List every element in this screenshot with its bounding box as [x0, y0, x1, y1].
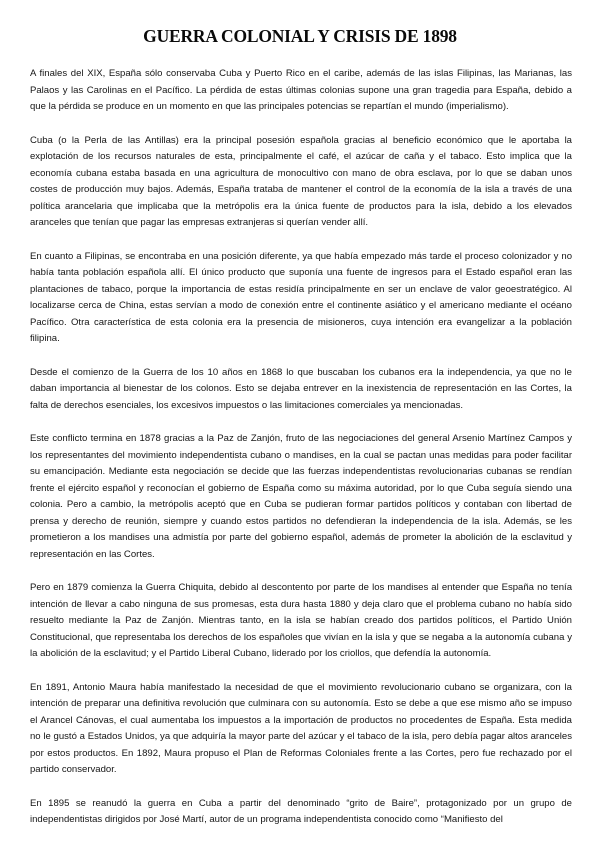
document-body [30, 66, 572, 829]
paragraph-guerra-10-anos: Desde el comienzo de la Guerra de los 10 años en 1868 lo que buscaban los cubanos era la independencia, ya que no le daban importancia al bienestar de los colonos. Esto se dejaba entrever en la inexistencia de representación en las Cortes, la falta de derechos esenciales, los excesivos impuestos o las limitaciones comerciales ya mencionadas. [30, 366, 572, 411]
paragraph-guerra-chiquita: Pero en 1879 comienza la Guerra Chiquita, debido al descontento por parte de los mandises al entender que España no tenía intención de llevar a cabo ninguna de sus promesas, esta dura hasta 1880 y deja claro que el problema cubano no había sido resuelto mediante la Paz de Zanjón. Mientras tanto, en la isla se habían creado dos partidos políticos, el Partido Unión Constitucional, que representaba los derechos de los españoles que vivían en la isla y que se negaba a la autonomía cubana y la abolición de la esclavitud; y el Partido Liberal Cubano, liderado por los criollos, que defendía la autonomía. [30, 582, 572, 659]
paragraph-1895: En 1895 se reanudó la guerra en Cuba a partir del denominado “grito de Baire”, protagonizado por un grupo de independentistas dirigidos por José Martí, autor de un programa independentista conocido como “Manifiesto del [30, 797, 572, 825]
paragraph-filipinas: En cuanto a Filipinas, se encontraba en una posición diferente, ya que había empezado más tarde el proceso colonizador y no había tanta población española allí. El único producto que suponía una fuente de ingresos para el Estado español eran las plantaciones de tabaco, porque la importancia de estas residía principalmente en ser un enclave de valor geoestratégico. Al localizarse cerca de China, estas servían a modo de conexión entre el continente asiático y el americano mediante el océano Pacífico. Otra característica de esta colonia era la presencia de misioneros, cuya intención era evangelizar a la población filipina. [30, 250, 572, 344]
paragraph-maura: En 1891, Antonio Maura había manifestado la necesidad de que el movimiento revolucionario cubano se organizara, con la intención de preparar una definitiva revolución que culminara con su autonomía. Esto se debe a que ese mismo año se impuso el Arancel Cánovas, el cual aumentaba los impuestos a la importación de productos no procedentes de España. Esta medida no le gustó a Estados Unidos, ya que adquiría la mayor parte del azúcar y el tabaco de la isla, pero debía pagar altos aranceles por estos productos. En 1892, Maura propuso el Plan de Reformas Coloniales frente a las Cortes, pero fue rechazado por el partido conservador. [30, 681, 572, 775]
paragraph-intro: A finales del XIX, España sólo conservaba Cuba y Puerto Rico en el caribe, además de las islas Filipinas, las Marianas, las Palaos y las Carolinas en el Pacífico. La pérdida de estas últimas colonias supone una gran tragedia para España, debido a que la pérdida se produce en un momento en que las principales potencias se repartían el mundo (imperialismo). [30, 68, 572, 112]
paragraph-paz-zanjon: Este conflicto termina en 1878 gracias a la Paz de Zanjón, fruto de las negociaciones del general Arsenio Martínez Campos y los representantes del movimiento independentista cubano o mandises, en la cual se pactan unas medidas para poder facilitar su emancipación. Mediante esta negociación se decide que las fuerzas independentistas revolucionarias cubanas se rendían frente el ejército español y reconocían el gobierno de España como su máxima autoridad, por lo que Cuba seguía siendo una colonia. Pero a cambio, la metrópolis aceptó que en Cuba se pudieran formar partidos políticos y contaban con libertad de prensa y derecho de reunión, siempre y cuando estos partidos no defendieran la independencia de la isla. Además, se les prometieron a los mandises una admistía por parte del gobierno español, además de prometer la abolición de la esclavitud y representación en las Cortes. [30, 433, 572, 560]
paragraph-cuba: Cuba (o la Perla de las Antillas) era la principal posesión española gracias al beneficio económico que le aportaba la explotación de los recursos naturales de esta, principalmente el café, el azúcar de caña y el tabaco. Esto implica que la economía cubana estaba basada en una agricultura de monocultivo con mano de obra esclava, por lo que se daban unos costes de producción muy bajos. Además, España trataba de mantener el control de la economía de la isla a través de una política arancelaria que implicaba que la metrópolis era la única fuente de productos para la isla, debido a los elevados aranceles que tenían que pagar las empresas extranjeras si querían vender allí. [30, 134, 572, 228]
page-title: GUERRA COLONIAL Y CRISIS DE 1898 [143, 26, 457, 46]
